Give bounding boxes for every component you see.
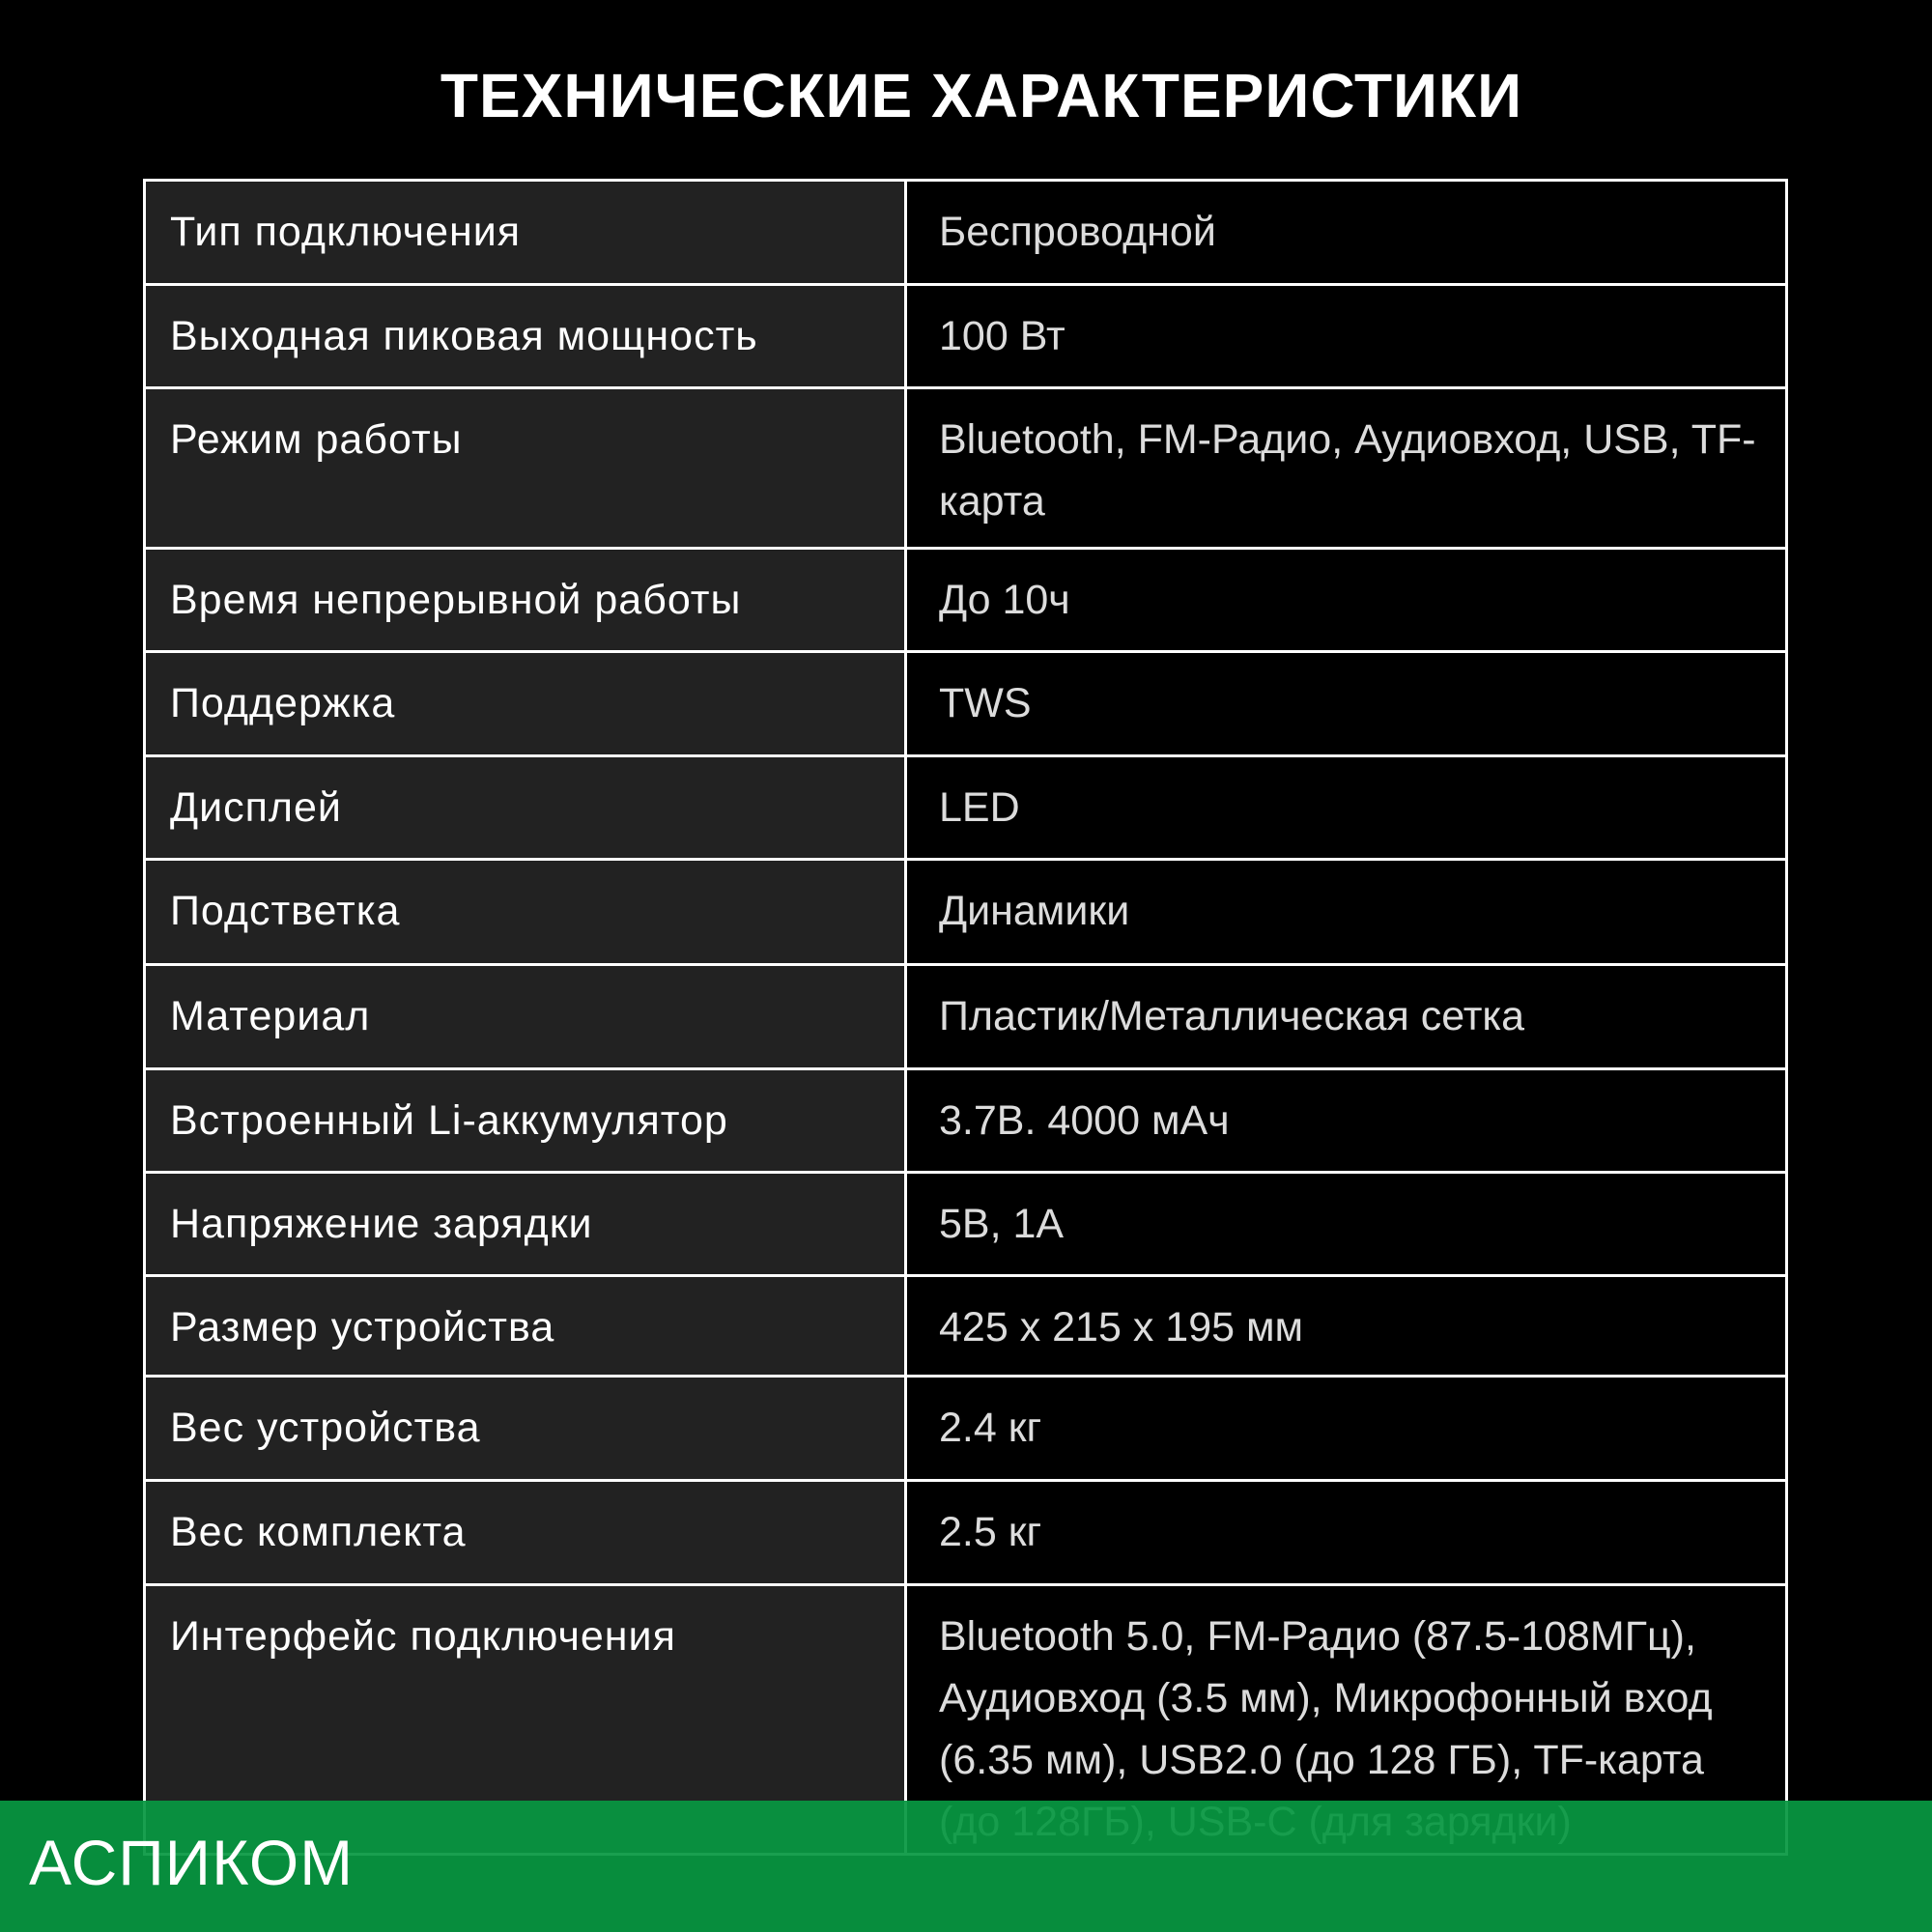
table-row xyxy=(145,756,1787,860)
table-row xyxy=(145,1173,1787,1276)
footer-bar xyxy=(0,1801,1932,1932)
spec-value-cell xyxy=(906,285,1787,388)
spec-value: Беспроводной xyxy=(939,209,1216,255)
spec-label: Тип подключения xyxy=(170,209,522,255)
table-row xyxy=(145,1481,1787,1585)
spec-value: До 10ч xyxy=(939,577,1070,623)
spec-value-cell xyxy=(906,756,1787,860)
spec-table xyxy=(143,179,1788,1856)
spec-value: TWS xyxy=(939,680,1032,726)
spec-label-cell xyxy=(145,756,906,860)
spec-value: 2.4 кг xyxy=(939,1405,1042,1451)
spec-value-cell xyxy=(906,1377,1787,1481)
spec-value-cell xyxy=(906,1173,1787,1276)
spec-value-cell xyxy=(906,1069,1787,1173)
spec-value-cell xyxy=(906,388,1787,549)
spec-label: Материал xyxy=(170,993,371,1039)
spec-value: 2.5 кг xyxy=(939,1509,1042,1555)
spec-label: Поддержка xyxy=(170,680,396,726)
spec-value: Bluetooth 5.0, FM-Радио (87.5-108МГц), Аудиовход (3.5 мм), Микрофонный вход (6.35 мм), USB2.0 (до 128 ГБ), TF-карта xyxy=(939,1613,1713,1783)
spec-value-cell xyxy=(906,860,1787,965)
spec-value-cell xyxy=(906,549,1787,652)
spec-label-cell xyxy=(145,1481,906,1585)
spec-label: Выходная пиковая мощность xyxy=(170,313,758,359)
table-row xyxy=(145,1377,1787,1481)
page-title: ТЕХНИЧЕСКИЕ ХАРАКТЕРИСТИКИ xyxy=(440,61,1523,130)
table-row xyxy=(145,388,1787,549)
spec-label: Вес устройства xyxy=(170,1405,481,1451)
table-row xyxy=(145,285,1787,388)
spec-value: Bluetooth, FM-Радио, Аудиовход, USB, TF-карта xyxy=(939,416,1756,525)
spec-label: Подстветка xyxy=(170,888,401,934)
spec-label-cell xyxy=(145,181,906,285)
spec-value: Динамики xyxy=(939,888,1130,934)
brand-logo: АСПИКОМ xyxy=(29,1827,355,1898)
spec-value: 3.7В. 4000 мАч xyxy=(939,1097,1230,1144)
spec-value: 5В, 1А xyxy=(939,1201,1065,1247)
spec-label: Размер устройства xyxy=(170,1304,555,1350)
spec-label-cell xyxy=(145,1276,906,1377)
spec-label: Вес комплекта xyxy=(170,1509,467,1555)
spec-label-cell xyxy=(145,1069,906,1173)
spec-label: Режим работы xyxy=(170,416,463,463)
spec-label: Дисплей xyxy=(170,784,342,831)
table-row xyxy=(145,1069,1787,1173)
table-row xyxy=(145,965,1787,1069)
spec-value-cell xyxy=(906,1481,1787,1585)
spec-label-cell xyxy=(145,1377,906,1481)
spec-label: Интерфейс подключения xyxy=(170,1613,676,1660)
spec-value-cell xyxy=(906,652,1787,756)
spec-label: Напряжение зарядки xyxy=(170,1201,593,1247)
spec-value: 100 Вт xyxy=(939,313,1065,359)
spec-value-cell xyxy=(906,965,1787,1069)
spec-label-cell xyxy=(145,549,906,652)
spec-value: LED xyxy=(939,784,1020,831)
spec-label-cell xyxy=(145,1173,906,1276)
spec-label: Время непрерывной работы xyxy=(170,577,742,623)
spec-label-cell xyxy=(145,652,906,756)
spec-value-cell xyxy=(906,181,1787,285)
spec-label-cell xyxy=(145,965,906,1069)
table-row xyxy=(145,549,1787,652)
spec-label-cell xyxy=(145,285,906,388)
table-row xyxy=(145,652,1787,756)
spec-value: 425 x 215 x 195 мм xyxy=(939,1304,1304,1350)
spec-label-cell xyxy=(145,860,906,965)
table-row xyxy=(145,1276,1787,1377)
spec-value: Пластик/Металлическая сетка xyxy=(939,993,1525,1039)
table-row xyxy=(145,181,1787,285)
spec-value-cell xyxy=(906,1276,1787,1377)
table-row xyxy=(145,860,1787,965)
spec-label-cell xyxy=(145,388,906,549)
spec-label: Встроенный Li-аккумулятор xyxy=(170,1097,728,1144)
